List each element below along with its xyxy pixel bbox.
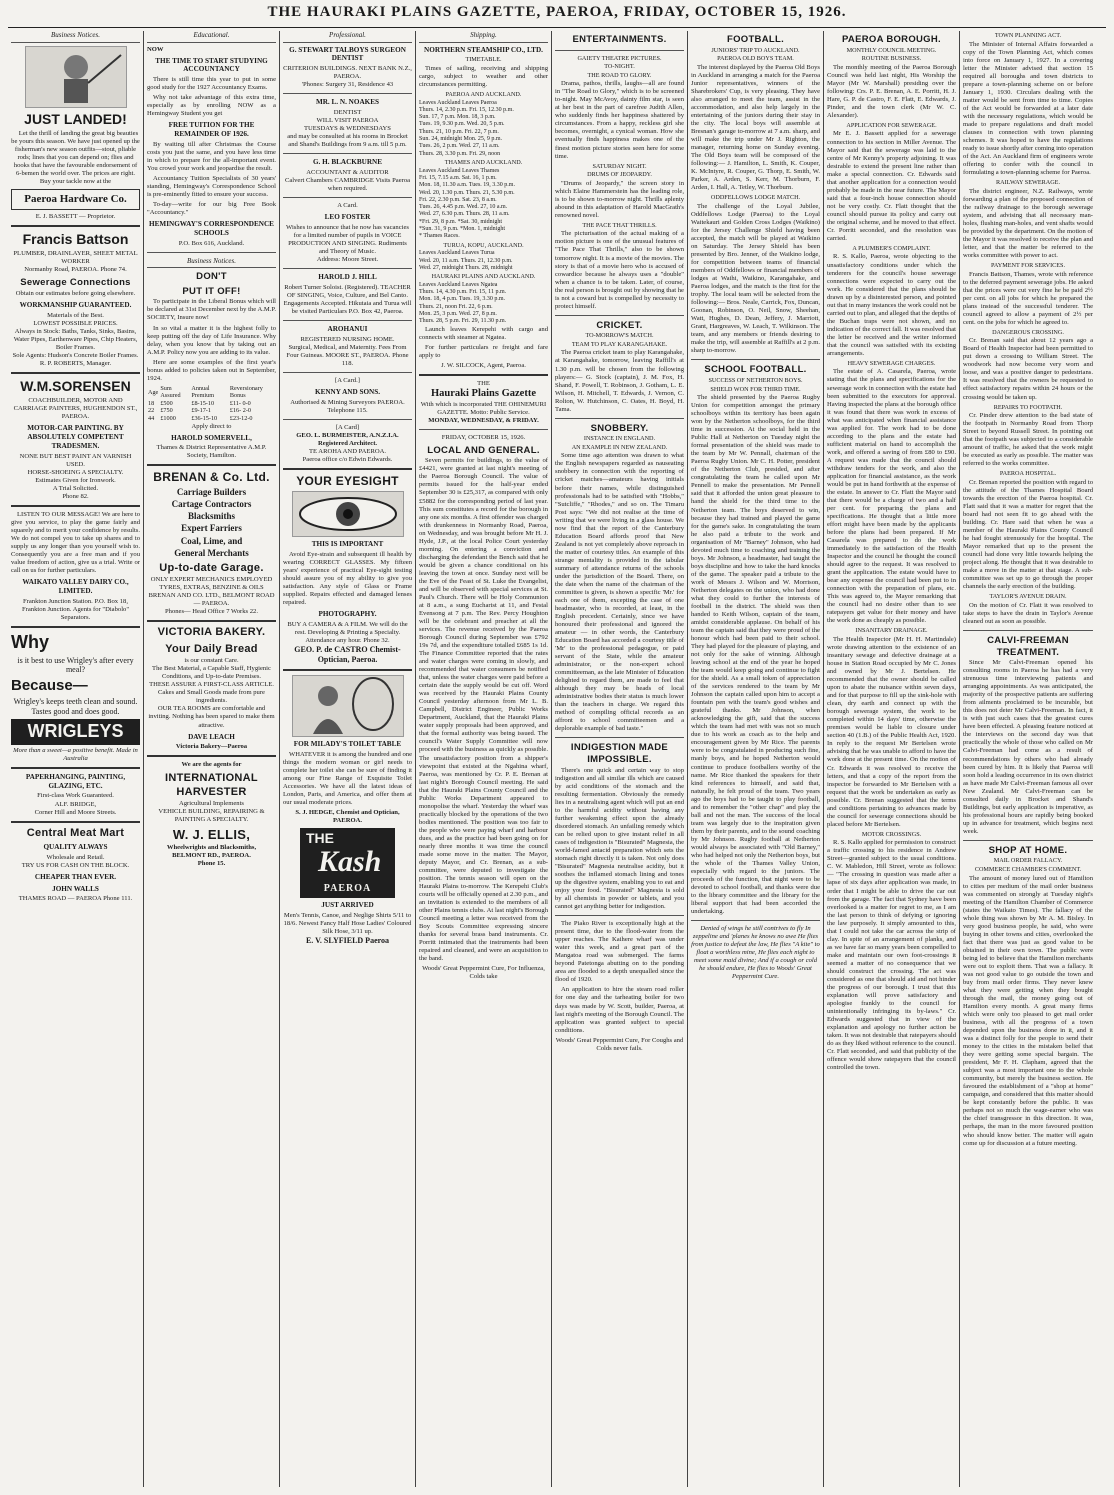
- launch: Launch leaves Kerepehi with cargo and connects with steamer at Ngatea.: [419, 325, 548, 341]
- gazette-date: FRIDAY, OCTOBER 15, 1926.: [441, 433, 526, 441]
- paeroa-borough: PAEROA BOROUGH.: [842, 34, 941, 45]
- football: FOOTBALL.: [726, 34, 785, 45]
- table-cell: 22: [148, 407, 155, 415]
- drums: DRUMS OF JEOPARDY.: [587, 171, 652, 179]
- because-heading: Because—: [11, 677, 88, 695]
- will-visit: WILL VISIT PAEROA: [316, 117, 379, 124]
- toilet-illustration: [292, 675, 404, 737]
- tonight: TO-NIGHT.: [604, 63, 635, 71]
- phone-15: Phone 15.: [197, 860, 226, 868]
- taylors-avenue: TAYLOR'S AVENUE DRAIN.: [989, 593, 1067, 601]
- arrived-text: Men's Tennis, Canoe, and Neglige Shirts 5/11 to 18/6. Newest Fancy Half Hose Ladies' Coloured Silk Hose, 3/11 up.: [283, 911, 412, 935]
- nsco: NORTHERN STEAMSHIP CO., LTD.: [424, 45, 543, 54]
- nursing-text: Surgical, Medical, and Maternity. Fees From Four Guineas. MOORE ST., PAEROA. Phone 118.: [286, 343, 409, 367]
- plumbers-complaint: A PLUMBER'S COMPLAINT.: [852, 244, 931, 252]
- calvert: Calvert Chambers CAMBRIDGE Visits Paeroa when required.: [284, 176, 411, 192]
- try-us: TRY US FOR CASH ON THE BLOCK.: [21, 861, 130, 869]
- ta-schedule: Leaves Auckland Leaves Thames Fri. 15, 7.15 a.m. Sat. 16, 1 p.m. Mon. 18, 11.30 a.m. Tues. 19, 3.30 p.m. Wed. 20, 1.30 p.m. Thurs. 21, 5.30 p.m. Fri. 22, 2.30 p.m. Sat. 23, 8 a.m. Tues. 26, 4.45 p.m. Wed. 27, 10 a.m. Wed. 27, 6.30 p.m. Thurs. 28, 11 a.m. *Fri. 29, 8 p.m. *Sat. 30, midnight *Sun. 31, 9 p.m. *Mon. 1, midnight * Thames Races.: [419, 167, 515, 240]
- heavy-charges: HEAVY SEWERAGE CHARGES.: [847, 359, 936, 367]
- battson-address: Normanby Road, PAEROA. Phone 74.: [24, 266, 127, 274]
- amp-text-2: In so vital a matter it is the highest folly to keep putting off the day of Life Insurance. Why delay, when you know that by taking out an A.M.P. Policy now you are adding to its value.: [147, 324, 276, 356]
- hemingway-address: P.O. Box 616, Auckland.: [178, 239, 245, 247]
- kash-paeroa: PAEROA: [323, 882, 372, 894]
- john-walls: JOHN WALLS: [52, 884, 99, 893]
- photography: PHOTOGRAPHY.: [318, 610, 377, 619]
- motorcar-painting: MOTOR-CAR PAINTING. BY ABSOLUTELY COMPETENT TRADESMEN.: [27, 424, 124, 450]
- tomorrows-match: TO-MORROW'S MATCH.: [585, 332, 654, 340]
- table-cell: £36-15-10: [191, 414, 218, 422]
- acc-text-1: There is still time this year to put in some good study for the 1927 Accountancy Exams.: [147, 76, 276, 92]
- daily-bread: Your Daily Bread: [165, 642, 258, 655]
- sewerage-application: APPLICATION FOR SEWERAGE.: [846, 121, 937, 129]
- woods-verse: Denied of wings he still contrives to fly In zeppeline and 'planes he knows no awe He flies from justice to defeat the law, He flies "A kite" to float a worthless mine, He flies each night to meet some maid divine; And if a cough or cold he should endure, He flies to Woods' Great Peppermint Cure.: [691, 925, 820, 981]
- amp-text-3: Here are some examples of the first year's bonus added to policies taken out in September, 1924.: [147, 358, 276, 382]
- dangerous-crossing: DANGEROUS CROSSING.: [992, 328, 1064, 336]
- monthly-meeting: MONTHLY COUNCIL MEETING.: [846, 46, 937, 54]
- kash-the: THE: [306, 829, 334, 846]
- tea-rooms: OUR TEA ROOMS are comfortable and inviting. Nothing has been spared to make them attractive.: [148, 705, 275, 729]
- dave-leach: DAVE LEACH: [188, 732, 235, 741]
- wheelwrights: Wheelwrights and Blacksmiths,: [166, 844, 257, 852]
- hedge: S. J. HEDGE, Chemist and Optician, PAEROA.: [295, 808, 400, 824]
- milady-heading: FOR MILADY'S TOILET TABLE: [293, 739, 402, 748]
- listen-message: LISTEN TO OUR MESSAGE! We are here to give you service, to play the game fairly and squarely and to merit your confidence by results. We do not compel you to take up shares and to supply us any longer than you yourself wish to. Consequently you are a free man and if you value freedom of action, give us a trial. Write or call on us for further particulars.: [11, 510, 140, 574]
- pace-text: The picturisation of the actual making of a motion picture is one of the unusual features of "The Pace That Thrills," also to be shown tomorrow night. It is a movie of the movies. The story is that of a movie hero who is accused of cowardice because he always uses a "double" when a chance is to be taken. Later, of course, the real person is brought out by showing that he is not a coward but is compelled by necessity to protect himself.: [555, 230, 684, 310]
- page-columns: [8, 31, 1106, 1487]
- apply-direct: Apply direct to: [191, 422, 232, 430]
- sorensen-text: COACHBUILDER, MOTOR AND CARRIAGE PAINTERS, HUGHENDON ST., PAEROA.: [13, 397, 138, 421]
- turua-kopu: TURUA, KOPU, AUCKLAND.: [443, 241, 524, 249]
- borough-text: The monthly meeting of the Paeroa Borough Council was held last night, His Worship the Mayor (Mr W. Marshall) presiding over the following: Crs. P. E. Brenan, A. E. Porritt, H. J. Hare, G. P. de Castro, F. E. Flatt, E. Edwards, J. Pinder, and the town clerk (Mr W. C. Alexander).: [827, 63, 956, 119]
- further: For further particulars re freight and fare apply to: [419, 343, 548, 359]
- tyres-extras: TYRES, EXTRAS, BENZINE & OILS: [159, 584, 264, 592]
- talboys: G. STEWART TALBOYS SURGEON DENTIST: [289, 45, 406, 63]
- table-row: [147, 407, 276, 415]
- column-heading: Professional.: [283, 31, 412, 43]
- town-planning: TOWN PLANNING ACT.: [994, 32, 1062, 39]
- somervell-name: HAROLD SOMERVELL,: [171, 433, 252, 442]
- first-class-work: First-class Work Guaranteed.: [37, 792, 114, 800]
- put-it-off: PUT IT OFF!: [182, 285, 241, 297]
- nursing-home: REGISTERED NURSING HOME.: [300, 335, 395, 343]
- table-header: Age: [148, 388, 159, 396]
- table-cell: £8-15-10: [191, 399, 215, 407]
- table-cell: 18: [148, 399, 155, 407]
- old-boys-text: The interest displayed by the Paeroa Old Boys in Auckland in arranging a match for the Paeroa Junior representatives, winners of the Sharebrokers' Cup, is very pleasing. They have also arranged to meet the team, assist in the accommodation, and also help largely in the entertaining of the juniors during their stay in the city. The local boys will assemble at Bresnan's garage to-morrow at 7 a.m. sharp, and will make the trip under Mr J. Righton, the manager, returning home on Sunday evening. The Old Boys team will be composed of the following:— J. Hamilton, L. Smith, K. Couper, K. McIntyre, R. Couper, G. Thorp, E. Smith, W. Parker, A. Arden, S. Kerr, M. Thorburn, F. Arden, I. Hall, A. Tetley, W. Thorburn.: [691, 63, 820, 192]
- top-rule: [8, 27, 1106, 28]
- amp-text-1: To participate in the Liberal Bonus which will be declared at 31st December next by the A.M.P. SOCIETY, Insure now!: [147, 298, 276, 322]
- column-7: [824, 31, 960, 1487]
- table-cell: £500: [160, 399, 173, 407]
- cricket: CRICKET.: [596, 319, 643, 331]
- belmont-rd: BELMONT RD., PAEROA.: [172, 852, 251, 860]
- free-tuition: FREE TUITION FOR THE REMAINDER OF 1926.: [168, 121, 255, 139]
- gazette-the: THE: [477, 379, 490, 387]
- a-card-3: [A Card]: [335, 423, 360, 431]
- table-cell: 44: [148, 414, 155, 422]
- gazette-title: Hauraki Plains Gazette: [431, 387, 536, 399]
- table-header: Sum Assured: [160, 384, 181, 400]
- a-card: A Card.: [337, 202, 358, 209]
- phone: Phone 82.: [62, 492, 89, 500]
- payment-services: PAYMENT FOR SERVICES.: [990, 261, 1066, 269]
- hemingway-schools: HEMINGWAY'S CORRESPONDENCE SCHOOLS: [149, 220, 274, 237]
- masthead: THE HAURAKI PLAINS GAZETTE, PAEROA, FRIDAY, OCTOBER 15, 1926.: [267, 4, 847, 20]
- motor-text: R. S. Kallo applied for permission to construct a traffic crossing to his residence in Andrew Street—granted subject to the usual conditions. C. W. Mabledon, Hill Street, wrote as follows:— "The crossing in question was made after a lapse of six days after application was made, in order that I might be able to drive the car out from the garage. The fact that Sydney have been overlooked is a matter for regret to me, as I am the last person to think of defying or ignoring the law purposely. It simply amounted to this, that I could not take the car across the strip of clay. In spite of an arrangement of planks, and as we have far so many years been compelled to make and maintain our own foot-crossings it seemed a matter of no consequence that we should construct the crossing. The act was considered as one that should aid and not hinder the progress of our borough. I trust that this explanation will prove satisfactory and apologise frankly to the council for unintentionally infringing its by-laws." Cr. Edwards suggested that in view of the explanation and apology no further action be taken. It was not desirable that ratepayers should do as they liked without reference to the council. Cr. Flatt seconded, and said that publicity of the offence would show ratepayers that the council controlled the town.: [827, 839, 956, 1072]
- chamber-comment: COMMERCE CHAMBER'S COMMENT.: [974, 865, 1082, 873]
- footpath-repairs: REPAIRS TO FOOTPATH.: [993, 403, 1063, 411]
- your-eyesight: YOUR EYESIGHT: [296, 473, 399, 488]
- motor-crossings: MOTOR CROSSINGS.: [861, 830, 922, 838]
- hospital-text: Cr. Brenan reported the position with regard to the attitude of the Thames Hospital Board towards the erection of the Paeroa hospital. Cr. Flatt said that it was a matter for regret that the board had not seen fit to go ahead with the building. Cr. Hare said that when he was a member of the Hauraki Plains County Council he had fought strenuously for the hospital. The Mayor remarked that up to the present the council had done very little towards helping the project along. He thought that it was desirable to make a move in the matter at that stage. A sub-committee was set up to go through the proper channels the early erection of the building.: [963, 478, 1093, 591]
- acc-text-5: To-day—write for our big Free Book "Accountancy.": [147, 201, 276, 217]
- local-body: Seven permits for buildings, to the value of £4421, were granted at last night's meeting of the Paeroa Borough Council. The value of permits issued for the half-year ended September 30 is £25,317, as compared with only £5882 for the corresponding period of last year. This sum constitutes a record for the borough in any one six months. A first offender was charged with drunkenness in Normanby Road, Paeroa, on Wednesday, and was brought before Mr H. J. Hyde, J.P., at the local Police Court yesterday morning. On entering a conviction and discharging the defendant the Bench said that he would be given a chance conditional on his leaving the town at once. Sunday next will be the Eve of the Feast of St. Luke the Evangelist, and will be observed with special services at St. Paul's Church. There will be Holy Communion at 8 a.m., a sung Eucharist at 11, and Festal Evensong at 7 p.m. The Rev. Percy Houghton will be the celebrant and preacher at all the services. The revenue received by the Paeroa Borough Council during September was £792 19s 7d, and the expenditure totalled £685 1s 1d. The Finance Committee reported that the rates and water charges were coming in slowly, and recommended that water consumers be notified that, unless the water charges were paid before a certain date the supply would be cut off. Word was received by the Hauraki Plains County Council yesterday afternoon from Mr L. B. Campbell, District Engineer, Public Works Department, Auckland, that the Hauraki Plains water supply proposals had been approved, and that the formal authority was being issued. The council's Water Supply Committee will now proceed with the business as quickly as possible. The unsatisfactory position from a shipper's viewpoint that existed at the Ngahina wharf, Paeroa, was mentioned by Cr. P. E. Brenan at last night's Borough Council meeting. He said that the Hauraki Plains County Council and the Public Works Department appeared to monopolise the wharf. Yesterday the wharf was practically blocked by the operations of the two bodies mentioned. The position was too fair to the people who were paying wharf and harbour dues, and as the practice had been going on for nearly three months it was time the council made some move in the matter. The Mayor, deputy Mayor, and Cr. Brenan, as a sub-committee, were deputed to investigate the position. The tennis season will open on the Hauraki Plains to-morrow. The Kerepehi Club's courts will be officially opened at 2.30 p.m., and an invitation is extended to the members of all other Plains tennis clubs. At last night's Borough Council meeting a letter was received from the Boy Scouts Committee expressing sincere thanks for several brass band instruments. Cr. Porritt intimated that the instruments had been repaired and cleaned, and were an acquisition to the band.: [419, 457, 548, 963]
- gazette-days: MONDAY, WEDNESDAY, & FRIDAY.: [428, 416, 539, 424]
- column-5: [552, 31, 688, 1487]
- road-to-glory: THE ROAD TO GLORY.: [587, 71, 652, 79]
- central-meat-mart: Central Meat Mart: [26, 826, 125, 839]
- kenny: KENNY AND SONS.: [314, 387, 381, 396]
- column-8: [960, 31, 1096, 1487]
- piako-text: The Piako River is exceptionally high at the present time, due to the flood-water from the upper reaches. The Kaihere wharf was under water this week, and a great part of the Mangatoa road was submerged. The farms beyond Patetonga abutting on to the ponding area are flooded to a depth unequalled since the flood of 1920.: [555, 920, 684, 984]
- application-text: An application to hire the steam road roller for one day and the tarheating boiler for two days was made by W. Scott, builder, Paeroa, at last night's meeting of the Borough Council. The application was granted subject to special conditions.: [555, 986, 684, 1034]
- noakes: MR. L. N. NOAKES: [315, 98, 380, 107]
- team-karangahake: TEAM TO PLAY KARANGAHAKE.: [571, 340, 668, 348]
- school-text: The shield presented by the Paeroa Rugby Union for competition amongst the primary schoolboys within its territory has been again won by the Netherton schoolboys, for the third time in succession. At the social held in the Public Hall at Netherton on Tuesday night the formal presentation of the shield was made to the team by Mr W. Pennall, chairman of the Paeroa Rugby Union. Mr C. H. Potter, president of the Netherton Club, presided, and after congratulating the team he called upon Mr Pennell to make the presentation. Mr Pennell said that it afforded the union great pleasure to hand the shield for the third time to the Netherton team. The boys deserved to win, because they had trained and played the game for the game's sake. In congratulating the team he also paid a tribute to the work and organisation of Mr "Barney" Johnson, who had devoted much time to coaching and training the boys. Mr Johnson, a headmaster, had taught the boys discipline and how to take the hard knocks of the game. The speaker paid a tribute to the work of Messrs J. Wilson and W. Morrison, Netherton delegates on the union, who had done what they could to further the interests of football in the district. The shield was then handed to Keith Wilson, captain of the team, amidst considerable applause. On behalf of his team the captain said that they were proud of the honour which had been paid to their school. They had played for the pleasure of playing, and not only for the sake of winning. Although leaving school at the end of the year he hoped the team would keep going and continue to fight for the shield. As a small token of appreciation of the services rendered to the team by Mr Johnson the captain called upon him to accept a fountain pen with the team's good wishes and grateful thanks. Mr Johnson, when acknowledging the gift, said that the success which the team had met with was not so much due to his work as coach as to the help and encouragement given by Mr Rice. The parents were to be congratulated in producing such fine, manly boys, and he hoped Netherton would continue to produce footballers worthy of the name. Mr Rice thanked the speakers for their kind references to himself, and said that, naturally, he felt proud of the team. Two years ago the boys had to be taught to play football, and to remember the "other chap" and play the ball and not the man. The success of the local team was largely due to the inspiration given them by their parents, and to the sound coaching by Mr Johnson. Rugby football at Netherton would always be associated with "Old Barney," who had helped not only the Netherton boys, but the whole of the Thames Valley Union, especially with regard to the juniors. The proceeds of the function, that night were to be devoted to school football, and thanks were due to the library committee and the library for the liberal support that had been accorded the undertaking.: [691, 394, 820, 916]
- foster-address: Address: Moore Street.: [316, 255, 379, 263]
- lowest-prices: LOWEST POSSIBLE PRICES.: [33, 319, 118, 327]
- tues-wed: TUESDAYS & WEDNESDAYS: [304, 125, 391, 133]
- victoria-bakery: VICTORIA BAKERY.: [157, 626, 266, 639]
- table-header: Annual Premium: [191, 384, 215, 400]
- woman-mirror-icon: [293, 676, 403, 736]
- sorensen-name: W.M.SORENSEN: [20, 378, 131, 395]
- wholesale-retail: Wholesale and Retail.: [46, 853, 105, 861]
- just-landed-heading: JUST LANDED!: [24, 110, 127, 127]
- indigestion-text: There's one quick and certain way to stop indigestion and all similar ills which are caused by acid conditions of the stomach and the resulting fermentation. Obviously the remedy lies in a neutralising agent which will put an end to the harmful acidity without having any further weakening effect upon the already disordered stomach. An unfailing remedy which can be relied upon to give instant relief in all cases of indigestion is "Bisurated" Magnesia, the world-famed antacid preparation which sets the stomach right directly it is taken. Not only does "Bisurated" Magnesia neutralise acidity, but it soothes the inflamed stomach lining and tones up the digestive system, enabling you to eat and enjoy your food. "Bisurated" Magnesia is sold by all chemists in powder or tablets, and you cannot get anything better for indigestion.: [555, 766, 684, 911]
- pa-schedule: Leaves Auckland Leaves Paeroa Thurs. 14, 2.30 p.m. Fri. 15, 12.30 p.m. Sun. 17, 7 p.m. Mon. 18, 3 p.m. Tues. 19, 9.30 p.m. Wed. 20, 5 p.m. Thurs. 21, 10 p.m. Fri. 22, 7 p.m. Sun. 24, midnight Mon. 25, 9 p.m. Tues. 26, 2 p.m. Wed. 27, 11 a.m. Thurs. 28, 3.30 p.m. Fri. 29, noon: [419, 99, 514, 157]
- netherton-success: SUCCESS OF NETHERTON BOYS.: [708, 376, 803, 384]
- local-general: LOCAL AND GENERAL.: [427, 444, 540, 456]
- walls-address: THAMES ROAD — PAEROA Phone 111.: [18, 895, 133, 903]
- mail-order: MAIL ORDER FALLACY.: [993, 857, 1063, 865]
- milady-text: WHATEVER it is among the hundred and one things the modern woman or girl needs to complete her toilet she can be sure of finding it among our Fine Range of Exquisite Toilet Accessories. We have all the latest ideas of London, Paris, and America, and offer them at our usual moderate prices.: [283, 750, 412, 806]
- thames-auckland: THAMES AND AUCKLAND.: [444, 159, 523, 167]
- table-cell: £11- 0-0: [229, 399, 251, 407]
- acc-text-2: Why not take advantage of this extra time, especially as by enrolling NOW as a Hemingway Student you get: [147, 94, 276, 118]
- team-text: The Paeroa cricket team to play Karangahake, at Karangahake, tomorrow, leaving Raffill's at 1.30 p.m. will be chosen from the following players:— G. Stock (captain), J. M. Fox, H. Shand, F. Powell, T. Robinson, J. Gotham, L. E. Wilson, H. Mitchell, T. Edwards, J. Vernon, C. Rolton, W. Hutchinson, C. Oates, H. Boyd, H. Tama.: [555, 349, 684, 413]
- trial: A Trial Solicited.: [52, 484, 99, 492]
- old-boys-team: PAEROA OLD BOYS TEAM.: [717, 55, 794, 63]
- ag-implements: Agricultural Implements: [178, 800, 244, 808]
- calvi-freeman: CALVI-FREEMAN TREATMENT.: [987, 634, 1069, 658]
- table-header-row: [147, 385, 276, 400]
- sewerage-app-text: Mr E. J. Bassett applied for a sewerage connection to his section in Miller Avenue. The Mayor said that the sewerage was laid to the centre of Mr Kenny's property adjoining. It was desirable to extend the present line rather than make a special connection. Cr. Edwards said that another application for a connection would probably be made in the near future. The Mayor said that a four-inch house connection should not be very costly. Cr. Flatt thought that the council should pursue its policy and carry out the original scheme, and he moved to that effect. Cr. Porritt seconded, and the resolution was carried.: [827, 130, 956, 242]
- oddfellows-text: The challenge of the Loyal Jubilee, Oddfellows Lodge (Paeroa) to the Loyal Waitekauri and Golden Cross Lodges (Waikino) for the Jersey Challenge Shield having been accepted, the match will be played at Waikino on Saturday. The Jersey Shield has been presented by Bro. Jenner, of the Waikino lodge, for competition between teams of financial members of Oddfellows or financial members of lodges at Waihi, Waikino, Karangahake, and Paeroa lodges, and the match is the first for the trophy. The local team will be selected from the following:— Bros. Neale, Carrick, Fox, Duncan, Goonan, Robinson, O. Neil, Snow, Sheehan, Watt, Hughes, D. Dean, Jeffery, J. Marriott, Grant, Hargreaves, W. Leach, T. Wilkinson. The team, and any members or friends desiring to make the trip, will assemble at Raffill's at 2 p.m. sharp to-morrow.: [691, 202, 820, 355]
- table-row: [147, 415, 276, 423]
- waikato-address: Frankton Junction Station. P.O. Box 18, Frankton Junction. Agents for "Diabolo" Separators.: [21, 597, 130, 621]
- railway-sewerage: RAILWAY SEWERAGE.: [995, 179, 1061, 187]
- paeroa-hardware-name: Paeroa Hardware Co.: [11, 189, 140, 210]
- cheaper: CHEAPER THAN EVER.: [34, 872, 117, 881]
- shield-third-time: SHIELD WON FOR THIRD TIME.: [710, 385, 801, 393]
- daily-bread-2: is our constant Care.: [184, 657, 239, 665]
- repairs-text: Cr. Pinder drew attention to the bad state of the footpath in Normanby Road from Thorp Street to beyond Russell Street. In pointing out that the footpath was subjected to a considerable amount of traffic, he asked that the work might be executed as early as possible. The matter was referred to the works committee.: [963, 412, 1093, 468]
- timetable-text: Times of sailing, receiving and shipping cargo, subject to weather and other circumstances permitting.: [419, 64, 548, 88]
- accountancy-heading: THE TIME TO START STUDYING ACCOUNTANCY: [155, 56, 268, 74]
- routine-business: ROUTINE BUSINESS.: [861, 55, 922, 63]
- shop-at-home: SHOP AT HOME.: [988, 844, 1068, 856]
- silcock: J. W. SILCOCK, Agent, Paeroa.: [441, 361, 526, 369]
- slyfield: E. V. SLYFIELD Paeroa: [305, 935, 390, 945]
- arohanui: AROHANUI: [327, 324, 368, 333]
- victoria-bakery-paeroa: Victoria Bakery—Paeroa: [175, 743, 248, 751]
- woods-footer: Woods' Great Peppermint Cure, For Influenza, Colds take: [422, 965, 545, 981]
- kash-name: Kash: [318, 844, 382, 878]
- drums-text: "Drums of Jeopardy," the screen story in which Elaine Hammerstein has the leading role, is to be shown to-morrow night. Thrills aplenty abound in this adaptation of Harold MacGrath's renowned novel.: [555, 179, 684, 219]
- woods-footer-2: Woods' Great Peppermint Cure, For Coughs and Colds never fails.: [555, 1036, 684, 1052]
- instance-england: INSTANCE IN ENGLAND.: [583, 435, 656, 443]
- best-material: The Best Material, a Capable Staff, Hygienic Conditions, and Up-to-date Premises.: [152, 665, 271, 681]
- insanitary-drainage: INSANITARY DRAINAGE.: [855, 627, 928, 635]
- consulted: and may be consulted at his rooms in Brocket and Shand's Buildings from 9 a.m. till 5 p.m.: [287, 133, 408, 149]
- snobbery: SNOBBERY.: [590, 422, 649, 434]
- oddfellows: ODDFELLOWS LODGE MATCH.: [710, 194, 801, 202]
- column-heading: Shipping.: [419, 31, 548, 43]
- table-row: [147, 400, 276, 408]
- a-card-2: [A Card.]: [335, 376, 360, 384]
- agents-for: We are the agents for: [181, 761, 242, 769]
- ironwork: Estimates Given for Ironwork.: [35, 476, 116, 484]
- eye-illustration: [292, 491, 404, 537]
- wrigleys-logo: WRIGLEYS: [11, 719, 140, 745]
- payment-text: Francis Battson, Thames, wrote with reference to the deferred payment sewerage jobs. He asked that the prices were cut very fine he be paid 2½ per cent. on all jobs for which he prepared the plans instead of the successful tenderer. The council agreed to allow a payment of 2½ per cent. on the jobs for which he agreed to.: [963, 270, 1093, 326]
- wrigleys-tagline: More than a sweet—a positive benefit. Made in Australia: [13, 746, 138, 762]
- table-cell: £750: [160, 407, 173, 415]
- table-cell: £9-17-1: [191, 407, 211, 415]
- talboys-phone: 'Phones: Surgery 31, Residence 43: [301, 81, 394, 89]
- horse-shoeing: HORSE-SHOEING A SPECIALTY.: [27, 468, 124, 476]
- garage-heading: Up-to-date Garage.: [159, 561, 264, 574]
- column-4: [416, 31, 552, 1487]
- alf-bridge: ALF. BRIDGE,: [54, 800, 97, 808]
- blackburne: G. H. BLACKBURNE: [312, 158, 383, 167]
- bonus-table: [147, 385, 276, 423]
- accountant: ACCOUNTANT & AUDITOR: [306, 168, 389, 176]
- acc-text-3: By waiting till after Christmas the Course costs you just the same, and you have less time in which to prepare for the all-important event. You crowd your work and jeopardise the result.: [147, 140, 276, 172]
- photo-text: BUY A CAMERA & A FILM. We will do the rest. Developing & Printing a Specialty. Attendance any hour. Phone 32.: [287, 621, 408, 645]
- snobbery-text: Some time ago attention was drawn to what the English newspapers regarded as nauseating snobbery in connection with the reporting of cricket matches—amateurs having initials before their names, while distinguished professionals had to be satisfied with "Hobbs," "Sutcliffe," "Rhodes," and so on. The Timaru Post says: "We did not realise at the time of writing that we were living in a glass house. We now find that the report of the Canterbury Education Board affords proof that New Zealand is not yet completely above reproach in the matter of courtesy titles. An example of this strange mentality is provided in the tabular summary of attendance returns of the schools under the jurisdiction of the Board. There, on the date when the name of the chairman of the committee is given, is shown a specific 'Mr.' for each one of them, excepting the case of one headmaster, who is recorded, at least, in the English precedent. Certainly, since we have honoured their professional and ignored the amateur — in other words, the Canterbury Education Board has accorded a courtesy title of 'Mr' to the professional pedagogue, or paid servant of the State, while the amateur administrator, or the non-expert school committeeman, as the late Minister of Education delighted to regard them, are made to feel that although they may be heads of local administrative bodies their status is much lower than the teachers in charge. We regard this method of compiling official records as an affront to school committeemen and a deplorable example of bad taste.": [555, 452, 684, 733]
- hp-schedule: Leaves Auckland Leaves Ngatea Thurs. 14, 4.30 p.m. Fri. 15, 11 p.m. Mon. 18, 4 p.m. Tues. 19, 3.30 p.m. Thurs. 21, noon Fri. 22, 6 p.m. Mon. 25, 3 p.m. Wed. 27, 8 p.m. Thurs. 28, 5 p.m. Fri. 29, 11.30 p.m.: [419, 281, 507, 325]
- none-but-best: NONE BUT BEST PAINT AN VARNISH USED.: [19, 452, 132, 468]
- table-cell: £23-12-0: [229, 414, 253, 422]
- proprietor: E. J. BASSETT — Proprietor.: [35, 213, 116, 221]
- insanitary-text: The Health Inspector (Mr H. H. Martindale) wrote drawing attention to the existence of an insanitary sewage and defective drainage at a house in Station Road occupied by Mr C. Jones and owned by Mr J. Bertelsen. He recommended that the owner should be called upon to abate the nuisance within seven days, and for that purpose to fill up the sink-hole with clean, dry earth and connect up with the borough sewerage system, the work to be completed within 14 days' time, otherwise the premises would be liable to closure under section 40 (1.B.) of the Public Health Act, 1920. In reply to the request Mr Bertelsen wrote advising that he was unable to afford to have the work done at the present time. On the motion of Cr. Edwards it was resolved to receive the letters, and that a copy of the report from the inspector be forwarded to Mr Bertelsen with a request that the work be undertaken as early as possible. Cr. Brenan suggested that the terms and conditions pertaining to advances made by the council for sewerage connections should be placed before Mr Bertelsen.: [827, 636, 956, 828]
- paperhanging: PAPERHANGING, PAINTING, GLAZING, ETC.: [25, 772, 126, 790]
- paeroa-office: Paeroa office c/o Edwin Edwards.: [302, 455, 393, 463]
- entertainments: ENTERTAINMENTS.: [572, 34, 667, 45]
- paeroa-auckland: PAEROA AND AUCKLAND.: [445, 90, 522, 98]
- indigestion: INDIGESTION MADE IMPOSSIBLE.: [570, 742, 669, 766]
- somervell-title: Thames & District Representative A.M.P. Society, Hamilton.: [156, 444, 267, 460]
- example-nz: AN EXAMPLE IN NEW ZEALAND.: [571, 443, 668, 451]
- complaint-text: R. S. Kallo, Paeroa, wrote objecting to the unsatisfactory conditions under which the tenderers for the council's house sewerage connections were expected to carry out the work. He considered that the plans should be drawn up by a disinterested person, and pointed out that in many instances the work could not be carried out to plan, and alleged that the depths of the Buchan traps were not shown, and no indication of the correct fall. It was resolved that the letter be received and the writer informed that the council was satisfied with its existing arrangements.: [827, 253, 956, 357]
- column-heading: Educational.: [147, 31, 276, 43]
- shop-text: The amount of money lured out of Hamilton to cities per medium of the mail order business was commented on strongly at Tuesday night's meeting of the Hamilton Chamber of Commerce (states the Waikato Times). The fallacy of the whole thing was shown by Mr A. M. Bisley. In very good business people, he said, who were buying in other towns and cities, overlooked the fact that there was just as good value to be obtained in their own town. The public were being led to believe that the Hamilton merchants were out to exploit them. That was a fallacy. It was not good value to go outside the town and buy from mail order firms. They never knew what they were getting when they bought through the mail, the money going out of Hamilton every month. A great many firms which were only too pleased to get mail order business, with all the progress of a town depended upon the business done in it, and it was a distinct folly for the people to send their money to the cities in the mistaken belief that they were getting some special bargain. The president, Mr F. H. Clapham, agreed that the subject was a most important one to the whole community, but merely the business section. He favoured the establishment of a "shop at home" campaign, and considered that this matter should be kept constantly before the public. It was perhaps not so much the wage-earner who was the chief transgressor in this direction. It was, perhaps, the man in the more favoured position who should know better. The matter will again come up for discussion at a future meeting.: [963, 874, 1093, 1147]
- manager: R. P. ROBERTS, Manager.: [39, 360, 112, 368]
- stock-list: Always in Stock: Baths, Tanks, Sinks, Basins, Water Pipes, Earthenware Pipes, Chip Heaters, Boiler Frames.: [13, 327, 138, 351]
- because-text: Wrigley's keeps teeth clean and sound. Tastes good and does good.: [13, 697, 138, 717]
- de-castro: GEO. P. de CASTRO Chemist-Optician, Paeroa.: [294, 645, 401, 665]
- this-is-important: THIS IS IMPORTANT: [311, 540, 384, 549]
- table-cell: £16- 2-0: [229, 407, 251, 415]
- battson-name: Francis Battson: [22, 231, 129, 248]
- business-notices-heading: Business Notices.: [147, 257, 276, 269]
- brenan-phones: Phones— Head Office 7 Works 22.: [165, 608, 258, 616]
- leo-foster: LEO FOSTER: [324, 213, 371, 222]
- criterion: CRITERION BUILDINGS. NEXT BANK N.Z., PAEROA.: [283, 65, 412, 81]
- ellis-name: W. J. ELLIS,: [172, 827, 251, 843]
- paeroa-hospital: PAEROA HOSPITAL.: [999, 470, 1057, 478]
- danger-text: Cr. Brenan said that about 12 years ago a Board of Health Inspector had been permitted to put down a crossing to William Street. The woodwork had now become very worn and loose, and was a positive danger to pedestrians. It was resolved that the owners be requested to effect satisfactory repairs within 24 hours or the crossing would be taken up.: [963, 337, 1093, 401]
- heavy-text: The estate of A. Casarela, Paeroa, wrote stating that the plans and specifications for the sewerage work in connection with the estate had been submitted to the executors for approval. Having inspected the plans at the borough office it was found that there was work in excess of what was anticipated when financial assistance was applied for. The work had to be done according to the plans and the estate had sufficient material on hand to accomplish the work, and offered a saving of from £80 to £90. A request was made that the council should withdraw tenders for the work, and also the application for financial assistance, as the work would be put in hand forthwith at the expense of the estate. In answer to Cr. Flatt the Mayor said that there would be a charge of two and a half per cent. for preparing the plans and specifications. He thought that a little more effort might have been made by the applicants before the plans had been prepared. If Mr Casarela was prepared to do the work immediately to the satisfaction of the Health Inspector and the council he thought the council should agree to the request. It was resolved to grant the application. The estate would have to bear any expense the council had been put to in connection with the preparation of plans, etc. This was agreed to, the Mayor remarking that the council had no desire other than to see ratepayers get value for their money and have the work done as cheaply as possible.: [827, 368, 956, 625]
- pace-thrills: THE PACE THAT THRILLS.: [582, 221, 657, 229]
- bridge-address: Corner Hill and Moore Streets.: [34, 808, 117, 816]
- road-text: Drama, pathos, thrills, laughs—all are found in "The Road to Glory," which is to be screened to-night. May McAvoy, dainty film star, is seen at her best in the part of carefree Judith Allen, who suddenly finds her happiness shattered by circumstances. From a happy, reckless girl she becomes, overnight, a cynical woman. How she eventually finds happiness makes one of the finest motion picture stories seen here for some time.: [555, 80, 684, 160]
- column-6: [688, 31, 824, 1487]
- juniors-trip: JUNIORS' TRIP TO AUCKLAND.: [711, 46, 800, 54]
- taylor-text: On the motion of Cr. Flatt it was resolved to take steps to have the drain in Taylor's Avenue cleaned out as soon as possible.: [963, 601, 1093, 625]
- assure: THESE ASSURE A FIRST-CLASS ARTICLE.: [149, 681, 274, 689]
- battson-trade: PLUMBER, DRAINLAYER, SHEET METAL WORKER: [13, 250, 138, 266]
- tk-schedule: Leaves Auckland Leaves Turua Wed. 20, 11 a.m. Thurs. 21, 12.30 p.m. Wed. 27, midnight Thurs. 28, midnight: [419, 250, 513, 271]
- table-header: Reversionary Bonus: [229, 384, 263, 400]
- dentist: DENTIST: [333, 108, 362, 116]
- sewerage-heading: Sewerage Connections: [20, 277, 131, 289]
- sole-agents: Sole Agents: Hudson's Concrete Boiler Frames.: [12, 351, 139, 359]
- acc-text-4: Accountancy Tuition Specialists of 30 years' standing, Hemingway's Correspondence School is pre-eminently fitted to ensure your success.: [147, 174, 276, 199]
- kenny-text: Authorised & Mining Surveyors PAEROA. Telephone 115.: [290, 398, 405, 414]
- international-harvester: INTERNATIONAL HARVESTER: [165, 772, 258, 798]
- dont-heading: DON'T: [196, 271, 227, 283]
- column-heading: Business Notices.: [11, 31, 140, 43]
- table-cell: £1000: [160, 414, 176, 422]
- hauraki-auckland: HAURAKI PLAINS AND AUCKLAND.: [431, 273, 536, 281]
- eye-icon: [293, 492, 403, 536]
- town-text: The Minister of Internal Affairs forwarded a copy of the Town Planning Act, which comes into force on January 1, 1927. In a covering letter the Minister advised that section 15 required all boroughs and town districts to prepare a town-planning scheme on or before January 1, 1930. Circulars dealing with the matter would be sent from time to time. Copies of the Act would be forwarded at a later date with the necessary regulations, which would be made to prepare regulations and draft model clauses in connection with town planning schemes. It was hoped to have the regulations ready to issue shortly after coming into operation of the Act. An Auckland firm of engineers wrote offering to confer with the council in formulating a town-planning scheme for Paeroa.: [963, 40, 1093, 177]
- gazette-incorp: With which is incorporated THE OHINEMURI GAZETTE. Motto: Public Service.: [420, 400, 547, 416]
- only-expert: ONLY EXPERT MECHANICS EMPLOYED: [150, 576, 273, 584]
- gaiety: GAIETY THEATRE PICTURES.: [577, 54, 662, 62]
- workmanship: WORKMANSHIP GUARANTEED.: [19, 301, 132, 310]
- just-landed-text: Let the thrill of landing the great big beauties be yours this season. We have just opened up the fisherman's new season outfits—stout, pliable rods; lines that you can depend on; flies and hooks that have the favourable endorsement of 6-bemen the world over. The prices are right. Buy your tackle now at the: [11, 129, 140, 185]
- brenan-name: BRENAN & Co. Ltd.: [153, 470, 270, 485]
- hill-text: Robert Turner Soloist. (Registered). TEACHER OF SINGING, Voice, Culture, and Bel Canto. Engagements Accepted. Hikutaia and Turua will be visited Particulars P.O. Box 42, Paeroa.: [283, 283, 412, 315]
- brenan-services: Carriage Builders Cartage Contractors Blacksmiths Expert Farriers Coal, Lime, and General Merchants: [171, 487, 252, 558]
- eyesight-text: Avoid Eye-strain and subsequent ill health by wearing CORRECT GLASSES. My fifteen years' experience of practical Eye-sight testing should assure you of my ability to give you satisfaction. Any style of Glass or Frame supplied. Repairs effected and damaged lenses repaired.: [283, 551, 412, 607]
- just-arrived: JUST ARRIVED: [321, 900, 374, 909]
- column-2: [144, 31, 280, 1487]
- railway-text: The district engineer, N.Z. Railways, wrote forwarding a plan of the proposed connection of the railway drainage to the borough sewerage system, and advising that all necessary man-holes, flushing man-holes, and vent shafts would be provided by the department. On the motion of the Mayor it was resolved to receive the plan and letter, and that the matter be referred to the works committee with power to act.: [963, 187, 1093, 259]
- calvi-text: Since Mr Calvi-Freeman opened his consulting rooms in Paeroa he has had a very strenuous time interviewing patients and arranging appointments. As was anticipated, the majority of the prospective patients are suffering from ailments proclaimed to be incurable, but this does not deter Mr Calvi-Freeman. In fact, it is with just such cases that the greatest cures have been effected. A pleasing feature noticed at the interviews on the second day was that practically the whole of those who called on Mr Calvi-Freeman had come as a result of recommendations by others who had already been cured by him. It is likely that Paeroa will soon hold a leading occurrence in its own district as have made Mr Calvi-Freeman famous all over New Zealand. Mr Calvi-Freeman can be consulted daily in Brocket and Shand's Buildings, but early application is imperative, as his professional hours are rapidly being booked up in advance for treatment, which begins next week.: [963, 659, 1093, 835]
- brenan-address: BRENAN AND CO. LTD., BELMONT ROAD — PAEROA.: [148, 592, 275, 608]
- materials: Materials of the Best.: [47, 311, 104, 319]
- vehicle-building: VEHICLE BUILDING, REPAIRING & PAINTING A SPECIALTY.: [158, 808, 265, 824]
- quality-always: QUALITY ALWAYS: [43, 842, 108, 851]
- school-football: SCHOOL FOOTBALL.: [704, 364, 807, 376]
- burmeister: GEO. L. BURMEISTER, A.N.Z.I.A. Registered Architect.: [296, 431, 399, 447]
- fisherman-icon: [26, 47, 126, 107]
- why-heading: Why: [11, 631, 49, 652]
- fisherman-illustration: [25, 46, 127, 108]
- te-aroha: TE AROHA AND PAEROA.: [308, 447, 387, 455]
- saturday-night: SATURDAY NIGHT.: [592, 162, 647, 170]
- foster-text: Wishes to announce that he now has vacancies for a limited number of pupils in VOICE PRODUCTION AND SINGING. Rudiments and Theory of Music.: [286, 223, 409, 255]
- now-label: NOW: [147, 45, 164, 53]
- cakes: Cakes and Small Goods made from pure ingredients.: [158, 689, 265, 705]
- waikato-dairy: WAIKATO VALLEY DAIRY CO., LIMITED.: [22, 578, 129, 595]
- column-1: [8, 31, 144, 1487]
- column-3: [280, 31, 416, 1487]
- kash-logo: [300, 828, 395, 898]
- why-text: is it best to use Wrigley's after every meal?: [17, 655, 134, 675]
- sewerage-text: Obtain our estimates before going elsewhere.: [15, 290, 136, 298]
- timetable: TIMETABLE.: [465, 56, 502, 64]
- harold-hill: HAROLD J. HILL: [318, 272, 377, 281]
